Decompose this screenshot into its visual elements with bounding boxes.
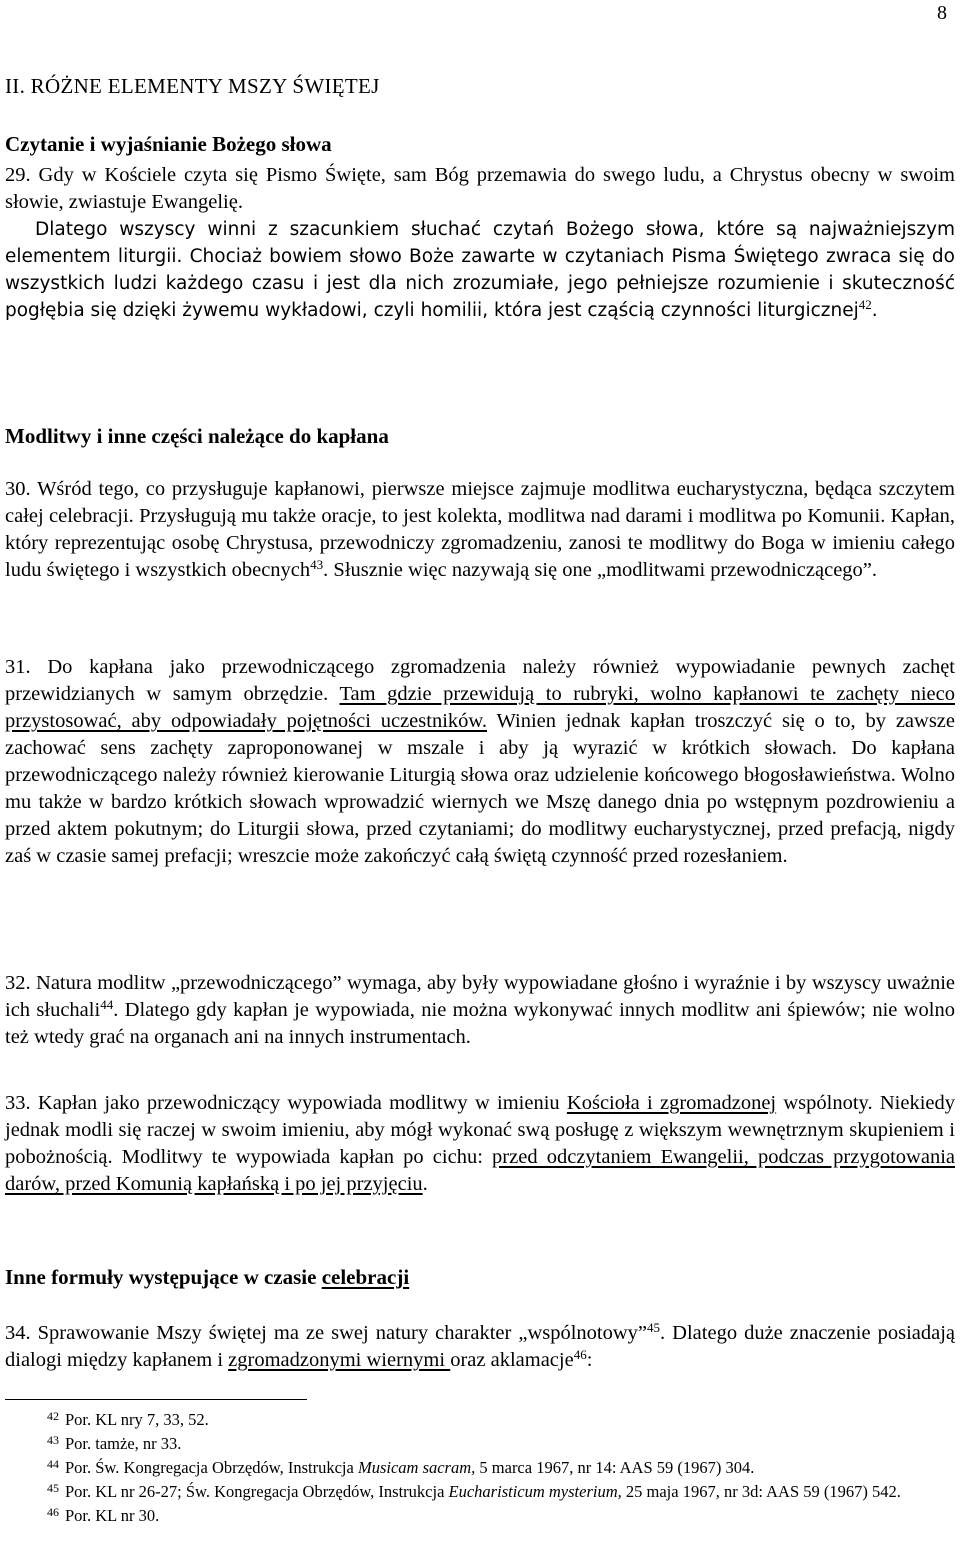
section-heading: Czytanie i wyjaśnianie Bożego słowa <box>5 132 332 156</box>
paragraph-29 <box>5 162 955 324</box>
paragraph-30 <box>5 476 955 584</box>
paragraph-text: 34. Sprawowanie Mszy świętej ma ze swej natury charakter „wspólnotowy” <box>5 1322 648 1344</box>
paragraph-text: 33. Kapłan jako przewodniczący wypowiada modlitwy w imieniu <box>5 1092 567 1114</box>
underlined-text: Tam gdzie przewidują to rubryki, wolno kapłanowi te zachęty nieco przystosować, aby odpowiadały pojętności uczestników. <box>5 683 955 732</box>
footnote-number: 46 <box>47 1505 59 1519</box>
paragraph-text: Chociaż bowiem słowo Boże zawarte w czytaniach Pisma Świętego zwraca się do wszystkich ludzi każdego czasu i jest dla nich zrozumiałe, jego pełniejsze rozumienie i skuteczność pogłębia się dzięki żywemu wykładowi, czyli homilii, która jest cząścią czynności liturgicznej <box>5 246 955 321</box>
footnote-number: 43 <box>47 1433 59 1447</box>
chapter-title: II. RÓŻNE ELEMENTY MSZY ŚWIĘTEJ <box>5 74 380 98</box>
footnote-text: Por. KL nr 30. <box>65 1506 160 1525</box>
footnote <box>5 1502 955 1526</box>
paragraph-text: 30. Wśród tego, co przysługuje kapłanowi, pierwsze miejsce zajmuje modlitwa eucharystyczna, będąca szczytem całej celebracji. <box>5 478 955 527</box>
underlined-text: przed odczytaniem Ewangelii, podczas przygotowania darów, przed Komunią kapłańską i po jej przyjęciu <box>5 1146 955 1195</box>
footnote-ref[interactable]: 44 <box>100 997 114 1012</box>
paragraph-text: 31. Do kapłana jako przewodniczącego zgromadzenia należy również wypowiadanie pewnych zachęt przewidzianych w samym obrzędzie. <box>5 656 955 705</box>
paragraph-text: wspólnoty. Niekiedy jednak modli się raczej w swoim imieniu, aby mógł wykonać swą posługę z większym wewnętrznym skupieniem i pobożnością. Modlitwy te wypowiada kapłan po cichu: <box>5 1092 955 1168</box>
paragraph-text: : <box>586 1349 593 1371</box>
paragraph-31 <box>5 654 955 870</box>
paragraph-text: Dlatego wszyscy winni z szacunkiem słuchać czytań Bożego słowa, które są najważniejszym elementem liturgii. <box>5 219 955 267</box>
underlined-text: Kościoła i zgromadzonej <box>566 1092 777 1114</box>
footnote-italic: Eucharisticum mysterium, <box>448 1482 622 1501</box>
paragraph-text: . <box>871 300 878 321</box>
footnote <box>5 1454 955 1478</box>
footnote-number: 42 <box>47 1409 59 1423</box>
footnote-divider <box>5 1399 307 1400</box>
footnote-ref[interactable]: 42 <box>858 297 872 312</box>
paragraph-32 <box>5 970 955 1051</box>
footnote-ref[interactable]: 46 <box>573 1347 587 1362</box>
footnote-text: Por. Św. Kongregacja Obrzędów, Instrukcja <box>65 1458 358 1477</box>
footnote-ref[interactable]: 43 <box>310 557 324 572</box>
footnote-italic: Musicam sacram, <box>357 1458 476 1477</box>
paragraph-34 <box>5 1320 955 1374</box>
underlined-text: celebracji <box>321 1265 410 1289</box>
footnote-text: Por. KL nr 26-27; Św. Kongregacja Obrzędów, Instrukcja <box>65 1482 449 1501</box>
footnote-text: 25 maja 1967, nr 3d: AAS 59 (1967) 542. <box>621 1482 901 1501</box>
footnote <box>5 1430 955 1454</box>
footnote <box>5 1478 955 1502</box>
paragraph-text: . Słusznie więc nazywają się one „modlitwami przewodniczącego”. <box>323 559 878 581</box>
page-number: 8 <box>937 2 947 24</box>
paragraph-text: 29. Gdy w Kościele czyta się Pismo Święte, sam Bóg przemawia do swego ludu, a Chrystus obecny w swoim słowie, zwiastuje Ewangelię. <box>5 164 955 213</box>
paragraph-text: oraz aklamacje <box>450 1349 574 1371</box>
footnote-number: 45 <box>47 1481 59 1495</box>
footnote-text: 5 marca 1967, nr 14: AAS 59 (1967) 304. <box>475 1458 755 1477</box>
footnote-ref[interactable]: 45 <box>647 1320 661 1335</box>
paragraph-text: Winien jednak kapłan troszczyć się o to, by zawsze zachować sens zachęty zaproponowanej w mszale i aby ją wyrazić w krótkich słowach. Do kapłana przewodniczącego należy również kierowanie Liturgią słowa oraz udzielenie końcowego błogosławieństwa. Wolno mu także w bardzo krótkich słowach wprowadzić wiernych we Mszę danego dnia po wstępnym pozdrowieniu a przed aktem pokutnym; do Liturgii słowa, przed czytaniami; do modlitwy eucharystycznej, przed prefacją, nigdy zaś w czasie samej prefacji; wreszcie może zakończyć całą świętą czynność przed rozesłaniem. <box>5 710 955 867</box>
paragraph-33 <box>5 1090 955 1198</box>
footnotes <box>5 1406 955 1526</box>
footnote <box>5 1406 955 1430</box>
section-heading <box>5 1265 409 1290</box>
paragraph-text: . Dlatego duże znaczenie posiadają dialogi między kapłanem i <box>5 1322 956 1371</box>
paragraph-text: . <box>422 1173 428 1195</box>
section-heading: Modlitwy i inne części należące do kapłana <box>5 424 389 448</box>
paragraph-text: Przysługują mu także oracje, to jest kolekta, modlitwa nad darami i modlitwa po Komunii. Kapłan, który reprezentując osobę Chrystusa, przewodniczy zgromadzeniu, zanosi te modlitwy do Boga w imieniu całego ludu świętego i wszystkich obecnych <box>5 505 955 581</box>
footnote-text: Por. KL nry 7, 33, 52. <box>65 1410 209 1429</box>
paragraph-text: 32. Natura modlitw „przewodniczącego” wymaga, aby były wypowiadane głośno i wyraźnie i by wszyscy uważnie ich słuchali <box>5 972 955 1021</box>
section-heading-text: Inne formuły występujące w czasie <box>5 1265 322 1289</box>
footnote-number: 44 <box>47 1457 59 1471</box>
underlined-text: zgromadzonymi wiernymi <box>228 1349 451 1371</box>
paragraph-text: . Dlatego gdy kapłan je wypowiada, nie można wykonywać innych modlitw ani śpiewów; nie wolno też wtedy grać na organach ani na innych instrumentach. <box>5 999 956 1048</box>
footnote-text: Por. tamże, nr 33. <box>65 1434 182 1453</box>
